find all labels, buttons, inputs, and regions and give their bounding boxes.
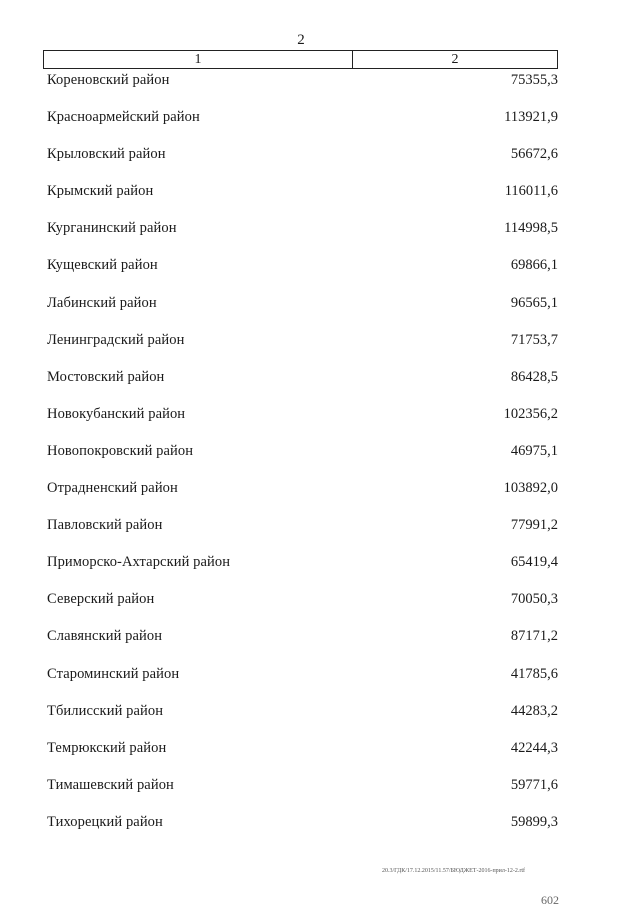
page-stamp: 602 [541,893,559,907]
table-row [47,406,558,443]
district-value: 102356,2 [503,405,558,422]
district-value: 96565,1 [510,294,558,311]
table-row [47,443,558,480]
district-value: 46975,1 [510,442,558,459]
table-row [47,517,558,554]
table-row [47,740,558,777]
table-row [47,295,558,332]
footer-file-code: 20.3/ГДК/17.12.2015/11.57/БЮДЖЕТ-2016-прил-12-2.rtf [382,868,526,874]
district-value: 77991,2 [510,517,558,534]
district-name: Мостовский район [47,368,165,385]
table-row [47,814,558,851]
district-value: 41785,6 [510,665,558,682]
district-name: Тимашевский район [47,776,174,793]
column-2-header: 2 [451,52,459,67]
district-value: 71753,7 [510,331,558,348]
table-row [47,146,558,183]
district-name: Крыловский район [47,146,166,163]
district-name: Славянский район [47,628,163,645]
column-1-header: 1 [44,51,353,68]
district-name: Кущевский район [47,257,158,274]
district-value: 59771,6 [510,776,558,793]
district-value: 44283,2 [510,702,558,719]
district-value: 59899,3 [510,813,558,830]
district-value: 65419,4 [510,554,558,571]
district-name: Курганинский район [47,220,177,237]
district-name: Красноармейский район [47,109,200,126]
page-number: 2 [297,32,305,48]
district-name: Павловский район [47,517,163,534]
table-row [47,109,558,146]
table-row [47,666,558,703]
table-row [47,332,558,369]
district-value: 116011,6 [504,183,558,200]
table-row [47,480,558,517]
district-value: 113921,9 [504,109,558,126]
district-name: Новопокровский район [47,442,194,459]
table-row [47,220,558,257]
district-name: Староминский район [47,665,180,682]
district-value: 103892,0 [503,480,558,497]
district-name: Кореновский район [47,72,170,88]
table-row [47,183,558,220]
district-name: Тихорецкий район [47,813,163,830]
district-value: 75355,3 [510,72,558,88]
district-name: Крымский район [47,183,154,200]
district-name: Приморско-Ахтарский район [47,554,231,571]
district-value: 56672,6 [510,146,558,163]
table-row [47,72,558,109]
table-row [47,591,558,628]
district-value: 114998,5 [504,220,558,237]
district-name: Темрюкский район [47,739,167,756]
table-row [47,257,558,294]
table-row [47,703,558,740]
table-row [47,554,558,591]
district-name: Отрадненский район [47,480,178,497]
table-row [47,628,558,665]
table-header [43,50,558,69]
district-value: 70050,3 [510,591,558,608]
district-value: 86428,5 [510,368,558,385]
district-name: Тбилисский район [47,702,164,719]
district-name: Новокубанский район [47,405,186,422]
table-body [47,72,558,851]
district-name: Ленинградский район [47,331,185,348]
table-row [47,777,558,814]
district-value: 42244,3 [510,739,558,756]
table-row [47,369,558,406]
district-value: 69866,1 [510,257,558,274]
district-name: Лабинский район [47,294,157,311]
district-value: 87171,2 [510,628,558,645]
district-name: Северский район [47,591,155,608]
